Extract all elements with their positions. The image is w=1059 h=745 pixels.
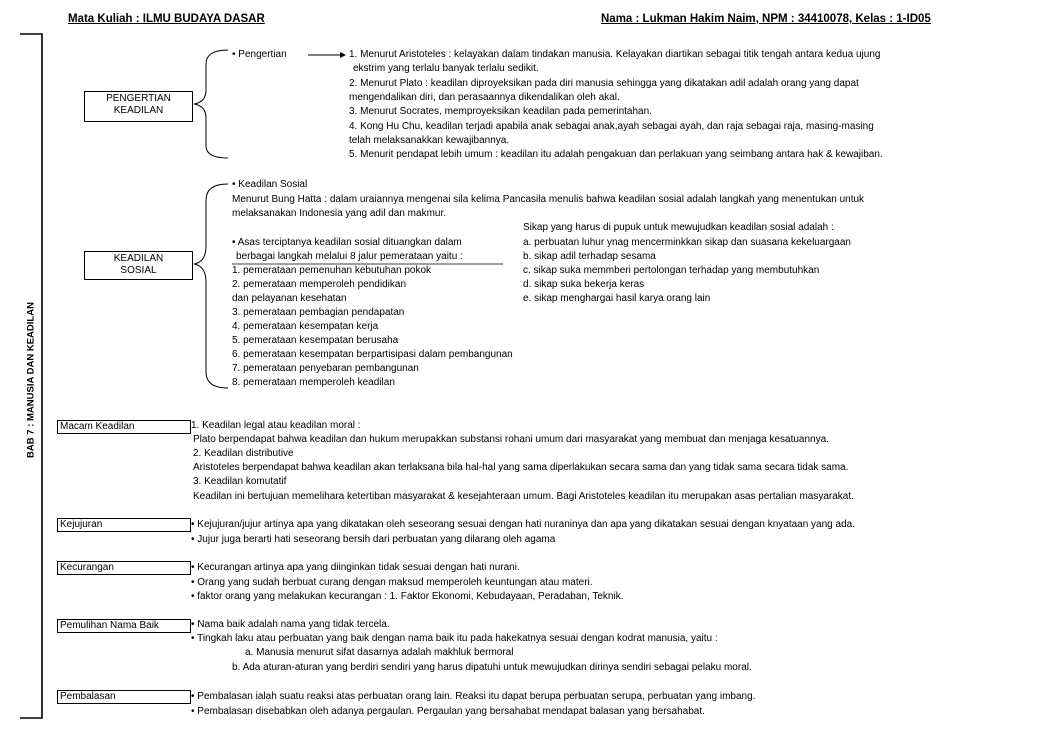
pemulihan-line-3: a. Manusia menurut sifat dasarnya adalah makhluk bermoral: [245, 647, 514, 658]
pengertian-line-6: 4. Kong Hu Chu, keadilan terjadi apabila anak sebagai anak,ayah sebagai ayah, dan raja sebagai raja, masing-masing: [349, 121, 874, 132]
jalur-item-1: 1. pemerataan pemenuhan kebutuhan pokok: [232, 265, 432, 276]
macam-keadilan-box: Macam Keadilan: [57, 420, 191, 434]
pengertian-line-7: telah melaksanakkan kewajibannya.: [349, 135, 510, 146]
sosial-asas-2: berbagai langkah melalui 8 jalur pemerataan yaitu :: [236, 251, 463, 262]
sikap-item-c: c. sikap suka memmberi pertolongan terhadap yang membutuhkan: [523, 265, 820, 276]
jalur-item-7: 7. pemerataan penyebaran pembangunan: [232, 363, 419, 374]
jalur-item-6: 6. pemerataan kesempatan berpartisipasi dalam pembangunan: [232, 349, 513, 360]
sikap-item-d: d. sikap suka bekerja keras: [523, 279, 645, 290]
pengertian-box-line2: KEADILAN: [113, 105, 164, 116]
kejujuran-box: Kejujuran: [57, 518, 191, 532]
pengertian-keadilan-box: [84, 91, 193, 122]
kecurangan-line-1: • Kecurangan artinya apa yang diinginkan tidak sesuai dengan hati nurani.: [191, 562, 520, 573]
pembalasan-line-2: • Pembalasan disebabkan oleh adanya pergaulan. Pergaulan yang bersahabat mendapat balasan yang bersahabat.: [191, 706, 705, 717]
pemulihan-box: Pemulihan Nama Baik: [57, 619, 191, 633]
sosial-asas-1: • Asas terciptanya keadilan sosial dituangkan dalam: [232, 237, 462, 248]
kecurangan-line-2: • Orang yang sudah berbuat curang dengan maksud memperoleh keuntungan atau materi.: [191, 577, 593, 588]
sikap-title: Sikap yang harus di pupuk untuk mewujudkan keadilan sosial adalah :: [523, 222, 834, 233]
keadilan-sosial-box: [84, 251, 193, 280]
macam-line-1: 1. Keadilan legal atau keadilan moral :: [191, 420, 361, 431]
sosial-intro-1: Menurut Bung Hatta : dalam uraiannya mengenai sila kelima Pancasila menulis bahwa keadilan sosial adalah langkah yang menentukan untuk: [232, 194, 865, 205]
sosial-box-line1: KEADILAN: [113, 253, 164, 264]
jalur-item-2: 2. pemerataan memperoleh pendidikan: [232, 279, 406, 290]
pengertian-line-4: mengendalikan diri, dan perasaannya dikendalikan oleh akal.: [349, 92, 620, 103]
pengertian-line-1: 1. Menurut Aristoteles : kelayakan dalam tindakan manusia. Kelayakan diartikan sebagai titik tengah antara kedua ujung: [349, 49, 881, 60]
pemulihan-line-1: • Nama baik adalah nama yang tidak tercela.: [191, 619, 390, 630]
macam-line-2: Plato berpendapat bahwa keadilan dan hukum merupakkan substansi rohani umum dari masyarakat yang membuat dan menjaga kesatuannya.: [193, 434, 829, 445]
sikap-item-e: e. sikap menghargai hasil karya orang lain: [523, 293, 711, 304]
macam-line-5: 3. Keadilan komutatif: [193, 476, 287, 487]
sosial-bullet: • Keadilan Sosial: [232, 179, 308, 190]
macam-line-3: 2. Keadilan distributive: [193, 448, 294, 459]
jalur-item-3: 3. pemerataan pembagian pendapatan: [232, 307, 405, 318]
kecurangan-box: Kecurangan: [57, 561, 191, 575]
kejujuran-line-2: • Jujur juga berarti hati seseorang bersih dari perbuatan yang dilarang oleh agama: [191, 534, 556, 545]
macam-line-4: Aristoteles berpendapat bahwa keadilan akan terlaksana bila hal-hal yang sama diperlakukan secara sama dan yang tidak sama secara tidak sama.: [193, 462, 849, 473]
sosial-intro-2: melaksanakan Indonesia yang adil dan makmur.: [232, 208, 447, 219]
jalur-item-4: 4. pemerataan kesempatan kerja: [232, 321, 379, 332]
pengertian-box-line1: PENGERTIAN: [106, 93, 171, 104]
pemulihan-line-4: b. Ada aturan-aturan yang berdiri sendiri yang harus dipatuhi untuk mewujudkan dirinya sendiri sebagai pelaku moral.: [232, 662, 752, 673]
sikap-item-a: a. perbuatan luhur ynag mencerminkkan sikap dan suasana kekeluargaan: [523, 237, 851, 248]
sikap-item-b: b. sikap adil terhadap sesama: [523, 251, 656, 262]
chapter-side-label: BAB 7 : MANUSIA DAN KEADILAN: [25, 302, 37, 458]
sosial-box-line2: SOSIAL: [120, 265, 157, 276]
pembalasan-box: Pembalasan: [57, 690, 191, 704]
jalur-item-5: 5. pemerataan kesempatan berusaha: [232, 335, 399, 346]
pengertian-line-2: ekstrim yang terlalu banyak terlalu sedikit.: [353, 63, 539, 74]
pengertian-bullet: • Pengertian: [232, 49, 287, 60]
pengertian-line-3: 2. Menurut Plato : keadilan diproyeksikan pada diri manusia sehingga yang dikatakan adil adalah orang yang dapat: [349, 78, 859, 89]
jalur-item-2b: dan pelayanan kesehatan: [232, 293, 347, 304]
pengertian-line-8: 5. Menurit pendapat lebih umum : keadilan itu adalah pengakuan dan perlakuan yang seimbang antara hak & kewajiban.: [349, 149, 883, 160]
macam-line-6: Keadilan ini bertujuan memelihara ketertiban masyarakat & kesejahteraan umum. Bagi Aristoteles keadilan itu merupakan asas pertalian masyarakat.: [193, 491, 854, 502]
pengertian-line-5: 3. Menurut Socrates, memproyeksikan keadilan pada pemerintahan.: [349, 106, 652, 117]
kejujuran-line-1: • Kejujuran/jujur artinya apa yang dikatakan oleh seseorang sesuai dengan hati nuraninya dan apa yang dikatakan sesuai dengan knyataan yang ada.: [191, 519, 855, 530]
student-info: Nama : Lukman Hakim Naim, NPM : 34410078, Kelas : 1-ID05: [601, 13, 931, 25]
jalur-item-8: 8. pemerataan memperoleh keadilan: [232, 377, 395, 388]
pembalasan-line-1: • Pembalasan ialah suatu reaksi atas perbuatan orang lain. Reaksi itu dapat berupa perbuatan serupa, perbuatan yang imbang.: [191, 691, 756, 702]
pemulihan-line-2: • Tingkah laku atau perbuatan yang baik dengan nama baik itu pada hakekatnya sesuai dengan kodrat manusia, yaitu :: [191, 633, 718, 644]
kecurangan-line-3: • faktor orang yang melakukan kecurangan : 1. Faktor Ekonomi, Kebudayaan, Peradaban, Teknik.: [191, 591, 624, 602]
course-title: Mata Kuliah : ILMU BUDAYA DASAR: [68, 13, 265, 25]
